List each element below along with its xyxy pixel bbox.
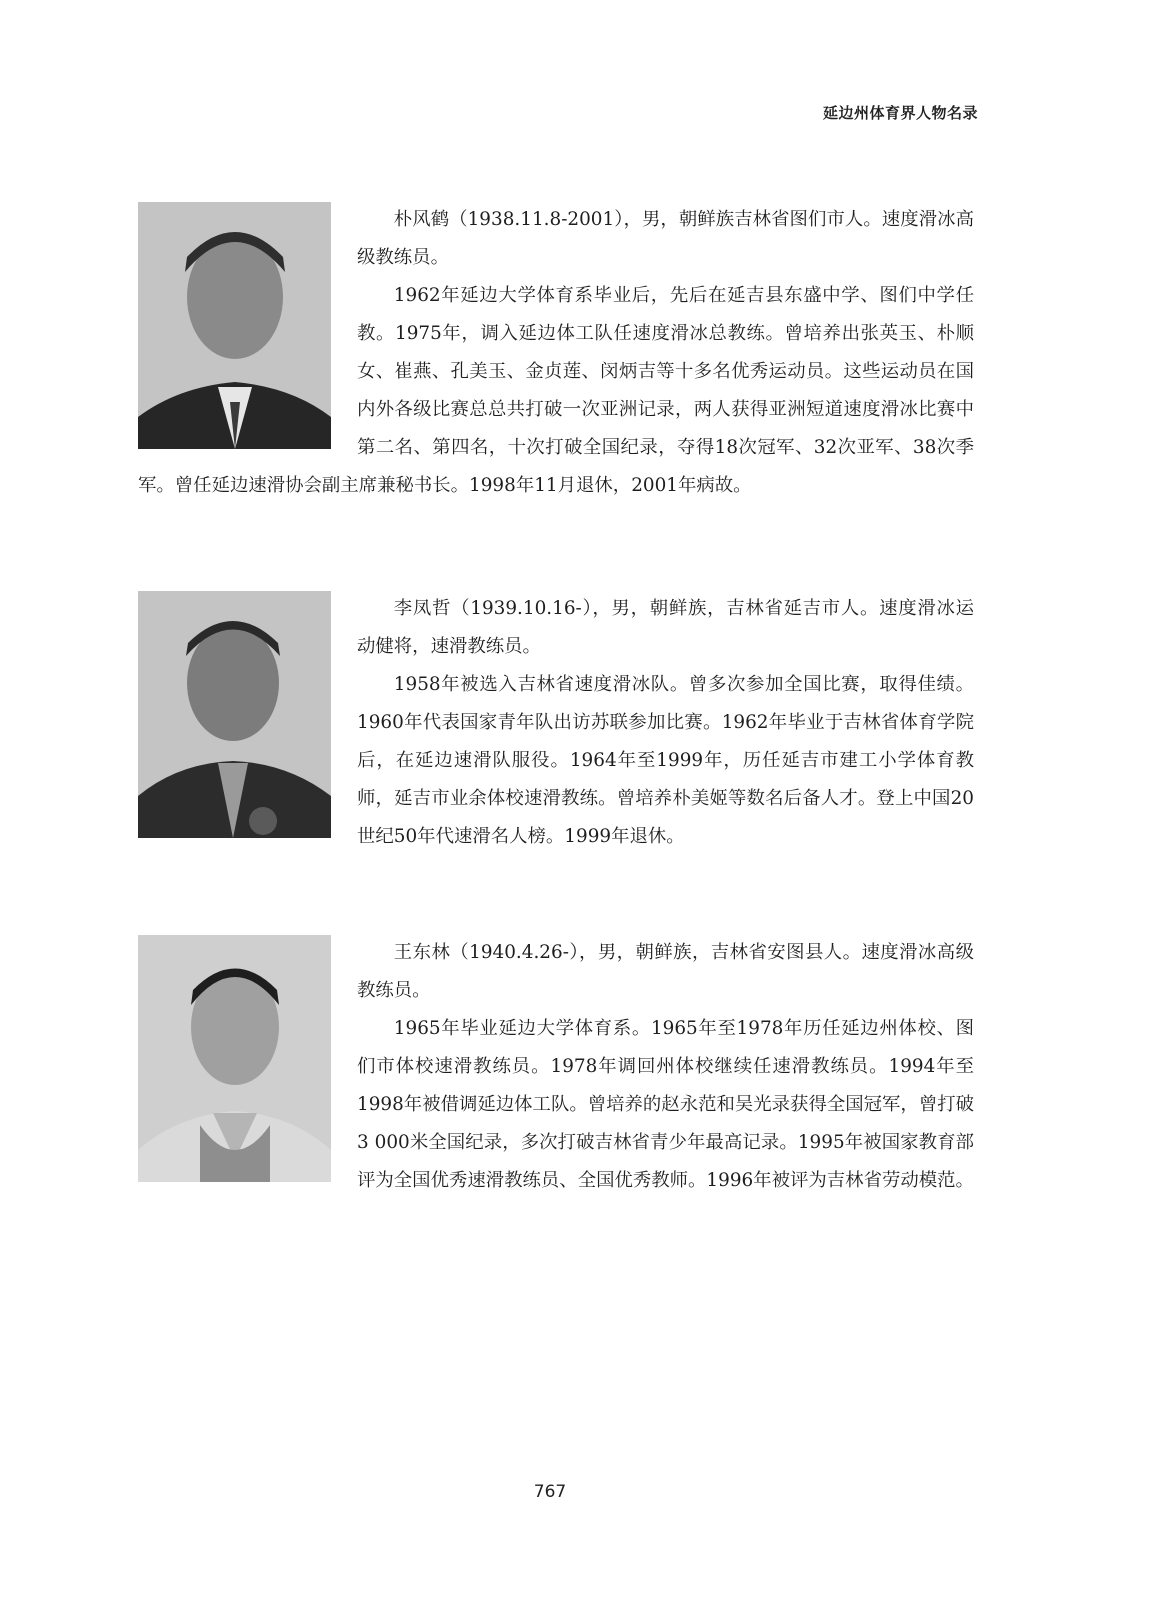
page-number: 767: [533, 1482, 567, 1502]
biography-entry: [138, 934, 974, 1200]
portrait-placeholder: [138, 591, 331, 838]
entry-intro: 李凤哲（1939.10.16-），男，朝鲜族，吉林省延吉市人。速度滑冰运动健将，速滑教练员。: [357, 598, 974, 657]
entry-body: 1962年延边大学体育系毕业后，先后在延吉县东盛中学、图们中学任教。1975年，调入延边体工队任速度滑冰总教练。曾培养出张英玉、朴顺女、崔燕、孔美玉、金贞莲、闵炳吉等十多名优秀运动员。这些运动员在国内外各级比赛总总共打破一次亚洲记录，两人获得亚洲短道速度滑冰比赛中第二名、第四名，十次打破全国纪录，夺得18次冠军、32次亚军、38次季军。曾任延边速滑协会副主席兼秘书长。1998年11月退休，2001年病故。: [138, 285, 974, 496]
entry-body: 1958年被选入吉林省速度滑冰队。曾多次参加全国比赛，取得佳绩。1960年代表国家青年队出访苏联参加比赛。1962年毕业于吉林省体育学院后，在延边速滑队服役。1964年至1999年，历任延吉市建工小学体育教师，延吉市业余体校速滑教练。曾培养朴美姬等数名后备人才。登上中国20世纪50年代速滑名人榜。1999年退休。: [357, 674, 974, 847]
portrait-placeholder: [138, 202, 331, 449]
running-header: 延边州体育界人物名录: [822, 104, 978, 122]
portrait-photo: [138, 935, 331, 1182]
biography-entry: [138, 590, 974, 856]
biography-entry: [138, 201, 974, 505]
portrait-photo: [138, 202, 331, 449]
entry-intro: 朴风鹤（1938.11.8-2001），男，朝鲜族吉林省图们市人。速度滑冰高级教练员。: [357, 209, 974, 268]
entry-body: 1965年毕业延边大学体育系。1965年至1978年历任延边州体校、图们市体校速滑教练员。1978年调回州体校继续任速滑教练员。1994年至1998年被借调延边体工队。曾培养的赵永范和吴光录获得全国冠军，曾打破3 000米全国纪录，多次打破吉林省青少年最高记录。1995年被国家教育部评为全国优秀速滑教练员、全国优秀教师。1996年被评为吉林省劳动模范。: [357, 1018, 974, 1191]
entry-intro: 王东林（1940.4.26-），男，朝鲜族，吉林省安图县人。速度滑冰高级教练员。: [357, 942, 974, 1001]
portrait-placeholder: [138, 935, 331, 1182]
portrait-photo: [138, 591, 331, 838]
